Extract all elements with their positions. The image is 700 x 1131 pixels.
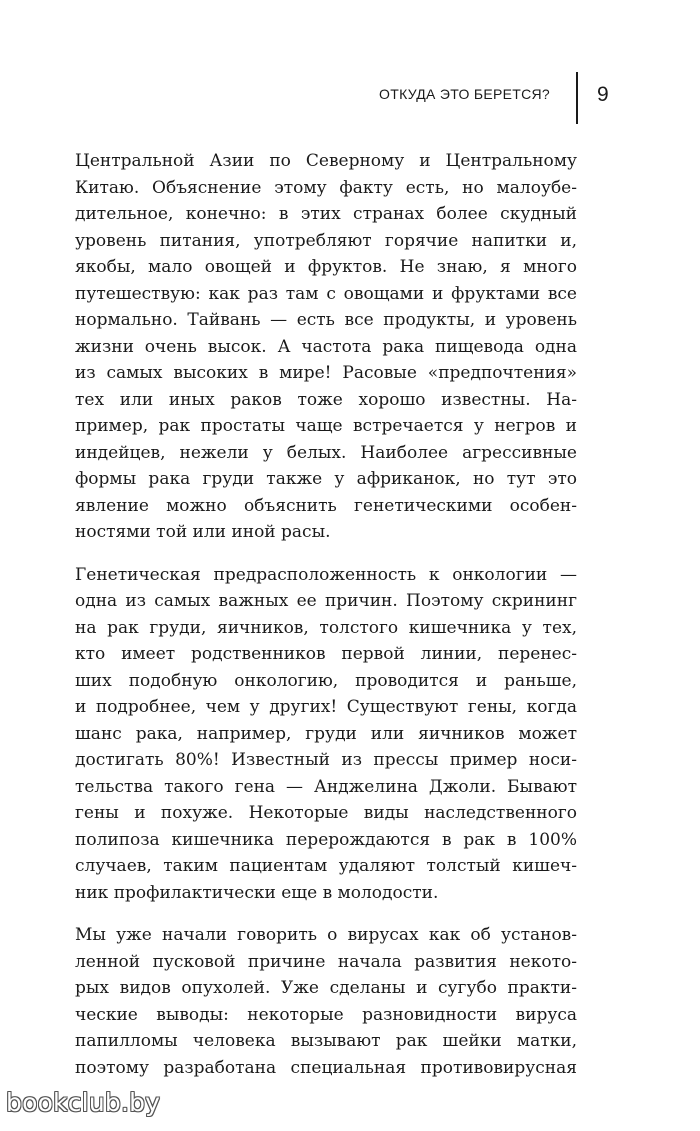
header-divider <box>576 72 578 124</box>
text-line: тельства такого гена — Анджелина Джоли. Бывают <box>75 776 577 797</box>
text-line: и подробнее, чем у других! Существуют гены, когда <box>75 697 577 717</box>
body-text <box>75 148 577 1081</box>
text-line: кто имеет родственников первой линии, перенес- <box>75 644 577 664</box>
text-line: полипоза кишечника перерождаются в рак в 100% <box>75 829 577 850</box>
text-line: жизни очень высок. А частота рака пищевода одна <box>75 336 577 357</box>
text-line: из самых высоких в мире! Расовые «предпочтения» <box>75 363 577 383</box>
text-line: дительное, конечно: в этих странах более скудный <box>75 204 577 224</box>
text-line: путешествую: как раз там с овощами и фруктами все <box>75 283 577 304</box>
text-line: тех или иных раков тоже хорошо известны. На- <box>75 389 577 410</box>
text-line: достигать 80%! Известный из прессы пример носи- <box>75 750 577 770</box>
text-line: нормально. Тайвань — есть все продукты, и уровень <box>75 310 577 330</box>
text-line: случаев, таким пациентам удаляют толстый кишеч- <box>75 856 577 876</box>
text-line: ник профилактически еще в молодости. <box>75 882 439 903</box>
text-line: Генетическая предрасположенность к онкологии — <box>75 564 577 585</box>
page-number: 9 <box>597 83 609 106</box>
paragraph-2 <box>75 562 577 907</box>
text-line: на рак груди, яичников, толстого кишечника у тех, <box>75 617 577 638</box>
running-head-title: ОТКУДА ЭТО БЕРЕТСЯ? <box>379 86 550 102</box>
text-line: гены и похуже. Некоторые виды наследственного <box>75 803 577 823</box>
text-line: ших подобную онкологию, проводится и раньше, <box>75 670 577 691</box>
paragraph-1 <box>75 148 577 546</box>
text-line: индейцев, нежели у белых. Наиболее агрессивные <box>75 442 577 463</box>
text-line: папилломы человека вызывают рак шейки матки, <box>75 1031 577 1051</box>
text-line: явление можно объяснить генетическими особен- <box>75 495 577 516</box>
text-line: ностями той или иной расы. <box>75 522 331 542</box>
text-line: Центральной Азии по Северному и Центральному <box>75 151 577 171</box>
text-line: Китаю. Объяснение этому факту есть, но малоубе- <box>75 177 577 198</box>
text-line: одна из самых важных ее причин. Поэтому скрининг <box>75 591 577 611</box>
text-line: ческие выводы: некоторые разновидности вируса <box>75 1004 577 1025</box>
text-line: пример, рак простаты чаще встречается у негров и <box>75 416 577 436</box>
text-line: уровень питания, употребляют горячие напитки и, <box>75 230 577 251</box>
text-line: поэтому разработана специальная противовирусная <box>75 1057 577 1078</box>
text-line: шанс рака, например, груди или яичников может <box>75 723 577 744</box>
text-line: Мы уже начали говорить о вирусах как об установ- <box>75 925 577 945</box>
text-line: якобы, мало овощей и фруктов. Не знаю, я много <box>75 257 577 277</box>
text-line: формы рака груди также у африканок, но тут это <box>75 469 577 489</box>
paragraph-3 <box>75 922 577 1081</box>
text-line: ленной пусковой причине начала развития некото- <box>75 951 577 972</box>
watermark-logo: bookclub.by <box>6 1088 161 1117</box>
text-line: рых видов опухолей. Уже сделаны и сугубо практи- <box>75 978 577 998</box>
